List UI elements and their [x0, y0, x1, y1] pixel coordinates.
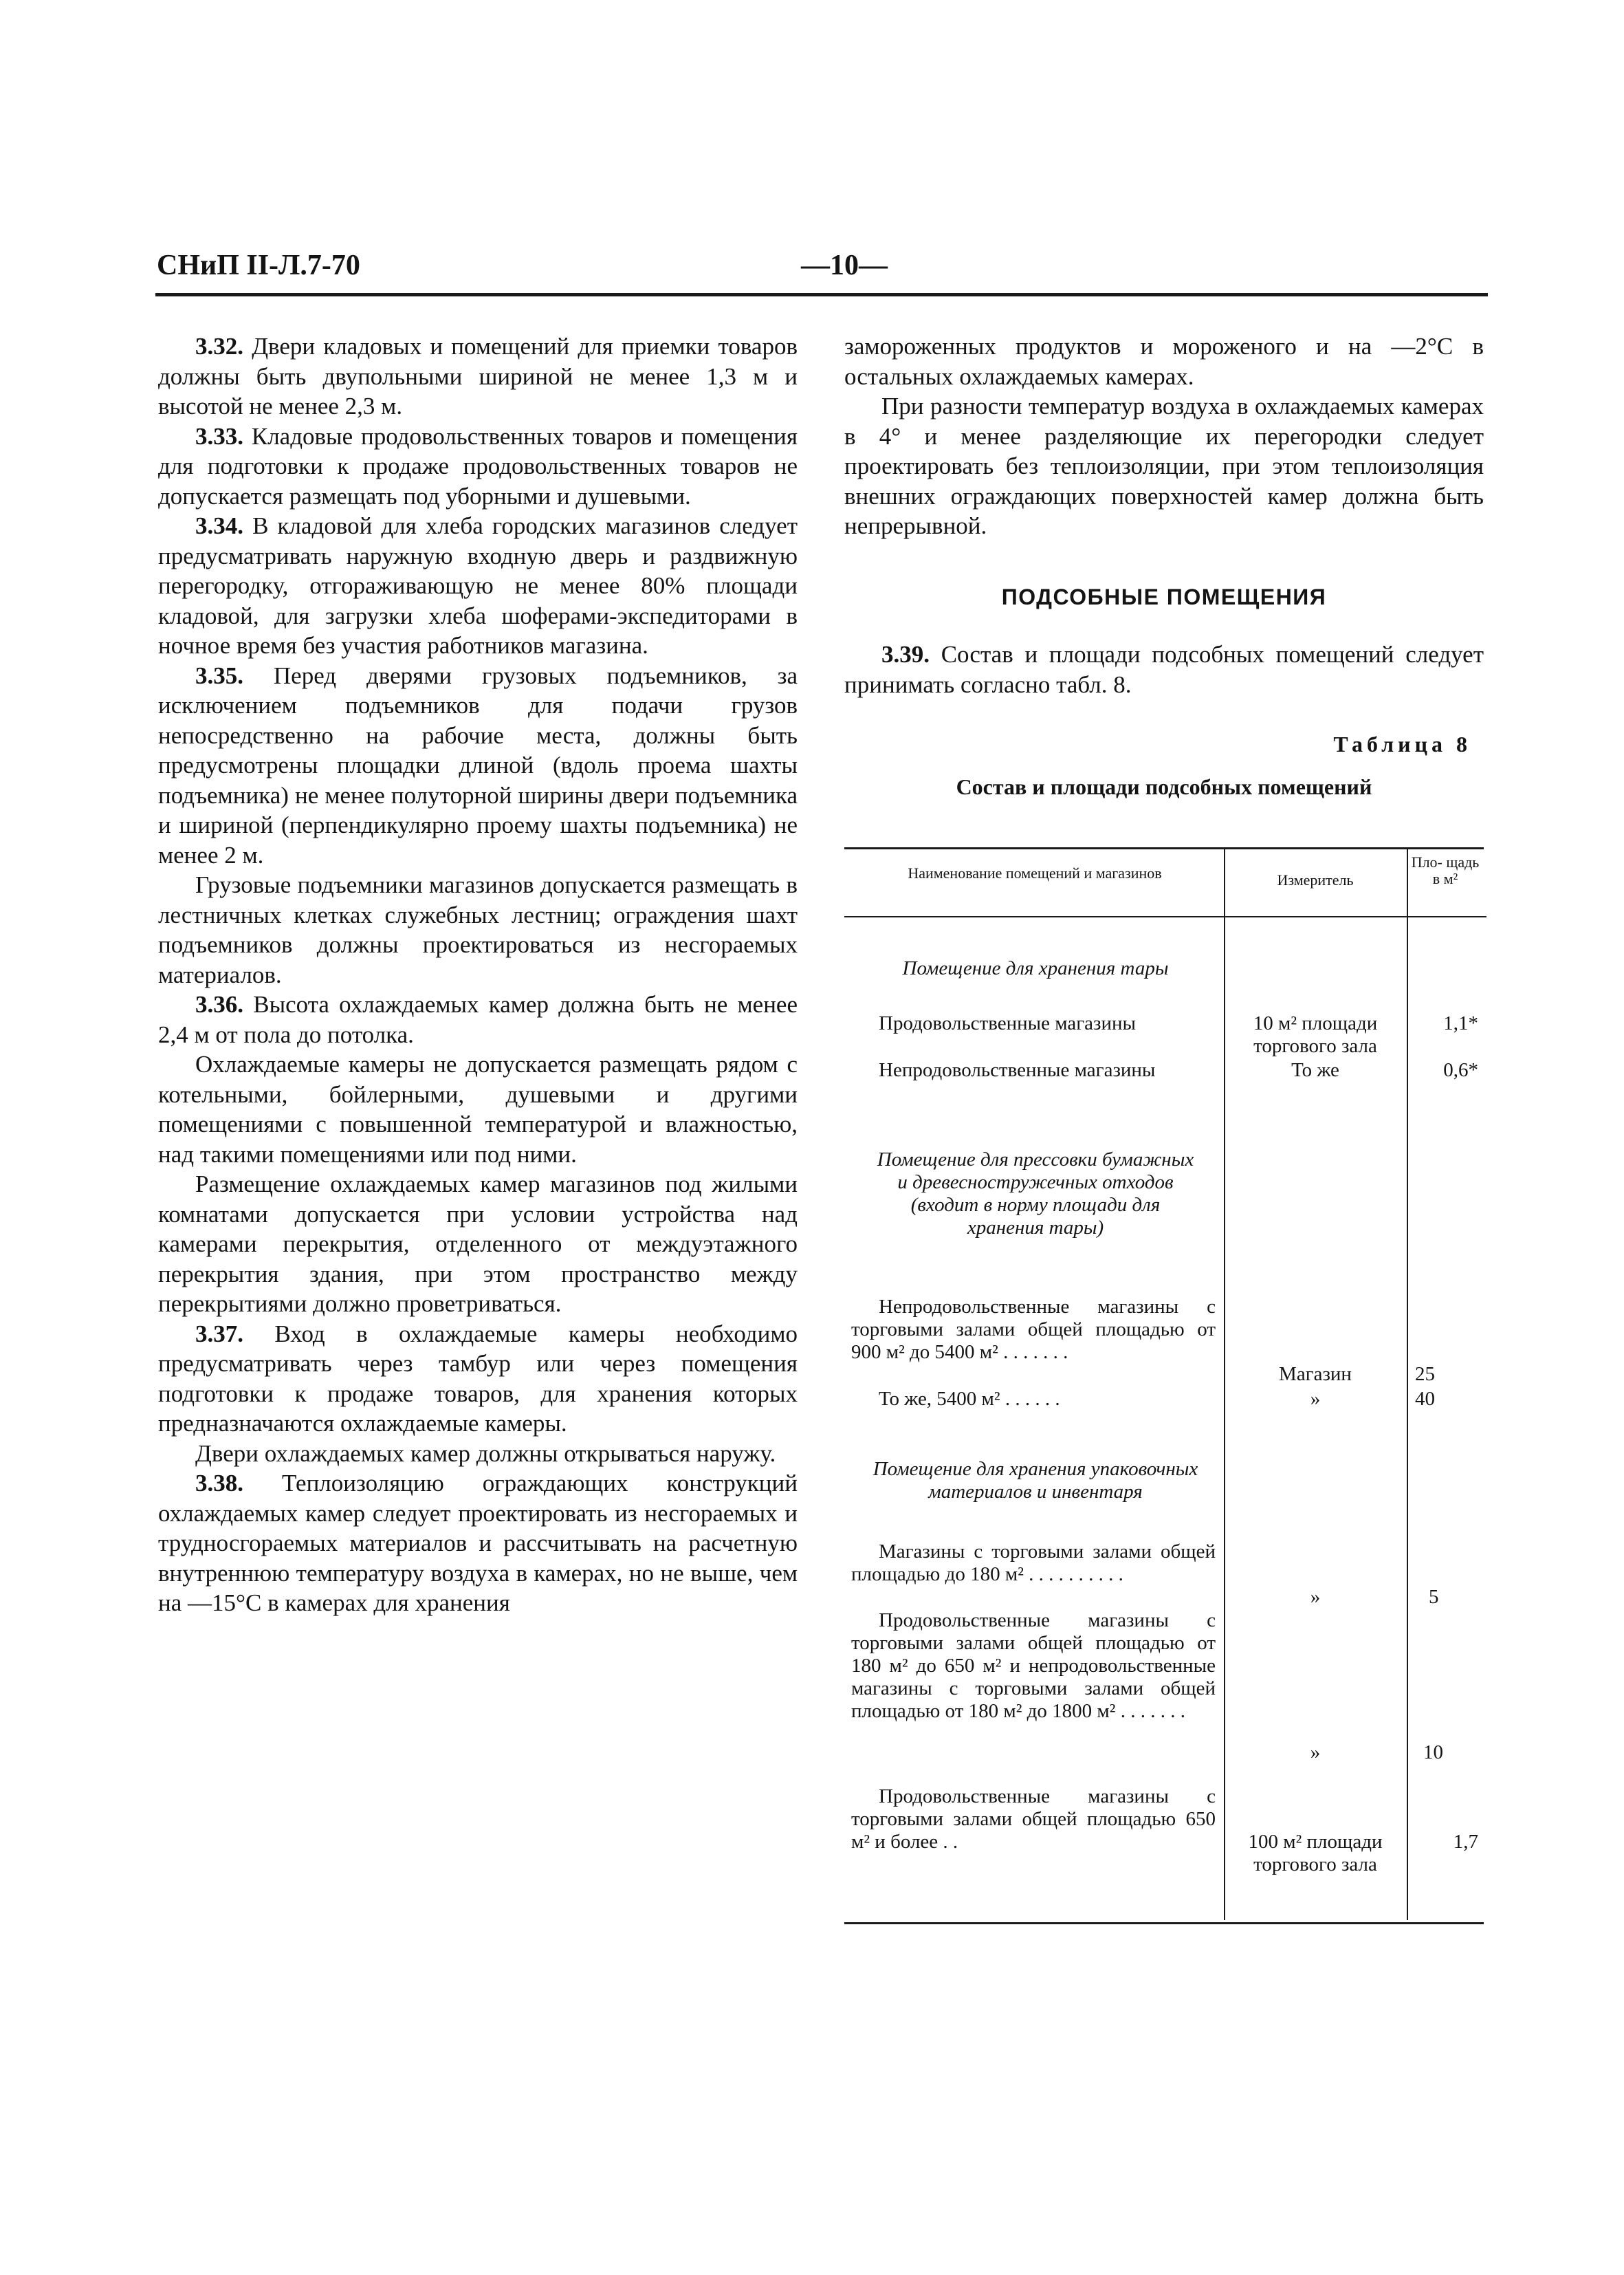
table-group-heading: Помещение для прессовки бумажных и древесностружечных отходов (входит в норму площади для хранения тары) [877, 1149, 1194, 1239]
table-row-name: Продовольственные магазины [879, 1012, 1137, 1034]
paragraph-continuation: замороженных продуктов и мороженого и на —2°С в остальных охлаждаемых камерах. [844, 333, 1484, 390]
paragraph-3-39: 3.39. Состав и площади подсобных помещений следует принимать согласно табл. 8. [844, 641, 1484, 698]
table-row-value: 25 [1415, 1363, 1435, 1385]
table-row-name: Продовольственные магазины с торговыми залами общей площадью 650 м² и более . . [851, 1785, 1216, 1853]
table-row-unit: » [1310, 1741, 1321, 1763]
right-column [844, 331, 1484, 802]
table-group-heading: Помещение для хранения тары [902, 957, 1169, 979]
table-row-value: 10 [1423, 1741, 1443, 1763]
table-row-value: 0,6* [1443, 1059, 1478, 1081]
table-row-unit: » [1310, 1586, 1321, 1608]
paragraph-cold-rooms: Охлаждаемые камеры не допускается размещать рядом с котельными, бойлерными, душевыми и другими помещениями с повышенной температурой и влажностью, над такими помещениями или под ними. [158, 1051, 798, 1168]
table-row-name: Непродовольственные магазины [879, 1059, 1156, 1081]
paragraph-lifts: Грузовые подъемники магазинов допускается размещать в лестничных клетках служебных лестниц; ограждения шахт подъемников должны проектироваться из несгораемых материалов. [158, 871, 798, 988]
table-divider [1407, 847, 1408, 1920]
paragraph-3-38: 3.38. Теплоизоляцию ограждающих конструкций охлаждаемых камер следует проектировать из несгораемых и трудносгораемых материалов и рассчитывать на расчетную внутреннюю температуру воздуха в камерах, но не выше, чем на —15°С в камерах для хранения [158, 1470, 798, 1616]
table-row-name: То же, 5400 м² . . . . . . [879, 1388, 1060, 1410]
table-row-name: Магазины с торговыми залами общей площадью до 180 м² . . . . . . . . . . [851, 1541, 1216, 1585]
column-header-name: Наименование помещений и магазинов [908, 864, 1162, 882]
column-header-area: Пло- щадь в м² [1411, 853, 1480, 887]
paragraph-3-34: 3.34. В кладовой для хлеба городских магазинов следует предусматривать наружную входную дверь и раздвижную перегородку, отгораживающую не менее 80% площади кладовой, для загрузки хлеба шоферами-экспедиторами в ночное время без участия работников магазина. [158, 512, 798, 659]
table-row-value: 5 [1429, 1586, 1439, 1608]
left-column [158, 331, 798, 1618]
table-8 [844, 847, 1486, 1923]
paragraph-3-36: 3.36. Высота охлаждаемых камер должна быть не менее 2,4 м от пола до потолка. [158, 991, 798, 1048]
column-header-unit: Измеритель [1277, 871, 1354, 889]
table-title: Состав и площади подсобных помещений [956, 774, 1372, 799]
paragraph-3-32: 3.32. Двери кладовых и помещений для приемки товаров должны быть двупольными шириной не менее 1,3 м и высотой не менее 2,3 м. [158, 333, 798, 420]
table-label: Таблица 8 [1333, 732, 1471, 756]
paragraph-3-33: 3.33. Кладовые продовольственных товаров и помещения для подготовки к продаже продовольственных товаров не допускается размещать под уборными и душевыми. [158, 422, 798, 510]
table-row-name: Продовольственные магазины с торговыми залами общей площадью от 180 м² до 650 м² и непродовольственные магазины с торговыми залами общей площадью от 180 м² до 1800 м² . . . . . . . [851, 1609, 1216, 1722]
table-divider [1224, 847, 1225, 1920]
table-row-unit: 10 м² площади торгового зала [1253, 1012, 1378, 1057]
page-number: —10— [801, 250, 888, 281]
paragraph-cold-rooms-placement: Размещение охлаждаемых камер магазинов под жилыми комнатами допускается при условии устройства над камерами перекрытия, отделенного от междуэтажного перекрытия здания, при этом пространство между перекрытиями должно проветриваться. [158, 1171, 798, 1317]
table-row-name: Непродовольственные магазины с торговыми залами общей площадью от 900 м² до 5400 м² . . . . . . . [851, 1296, 1216, 1363]
table-row-value: 1,1* [1443, 1012, 1478, 1034]
paragraph-temperature-difference: При разности температур воздуха в охлаждаемых камерах в 4° и менее разделяющие их перегородки следует проектировать без теплоизоляции, при этом теплоизоляция внешних ограждающих поверхностей камер должна быть непрерывной. [844, 393, 1484, 539]
table-row-value: 1,7 [1453, 1831, 1478, 1853]
header-rule [155, 293, 1488, 296]
paragraph-3-35: 3.35. Перед дверями грузовых подъемников, за исключением подъемников для подачи грузов непосредственно на рабочие места, должны быть предусмотрены площадки длиной (вдоль проема шахты подъемника) не менее полуторной ширины двери подъемника и шириной (перпендикулярно проему шахты подъемника) не менее 2 м. [158, 662, 798, 869]
section-title: ПОДСОБНЫЕ ПОМЕЩЕНИЯ [1001, 584, 1327, 609]
table-row-value: 40 [1415, 1388, 1435, 1410]
table-row-unit: Магазин [1279, 1363, 1352, 1385]
paragraph-doors: Двери охлаждаемых камер должны открываться наружу. [195, 1439, 776, 1467]
table-group-heading: Помещение для хранения упаковочных материалов и инвентаря [873, 1458, 1198, 1503]
document-code: СНиП II-Л.7-70 [157, 250, 360, 281]
table-row-unit: 100 м² площади торгового зала [1248, 1831, 1383, 1875]
table-row-unit: То же [1291, 1059, 1339, 1081]
paragraph-3-37: 3.37. Вход в охлаждаемые камеры необходимо предусматривать через тамбур или через помещения подготовки к продаже товаров, для хранения которых предназначаются охлаждаемые камеры. [158, 1320, 798, 1437]
table-row-unit: » [1310, 1388, 1321, 1410]
table-header-rule [844, 916, 1486, 917]
